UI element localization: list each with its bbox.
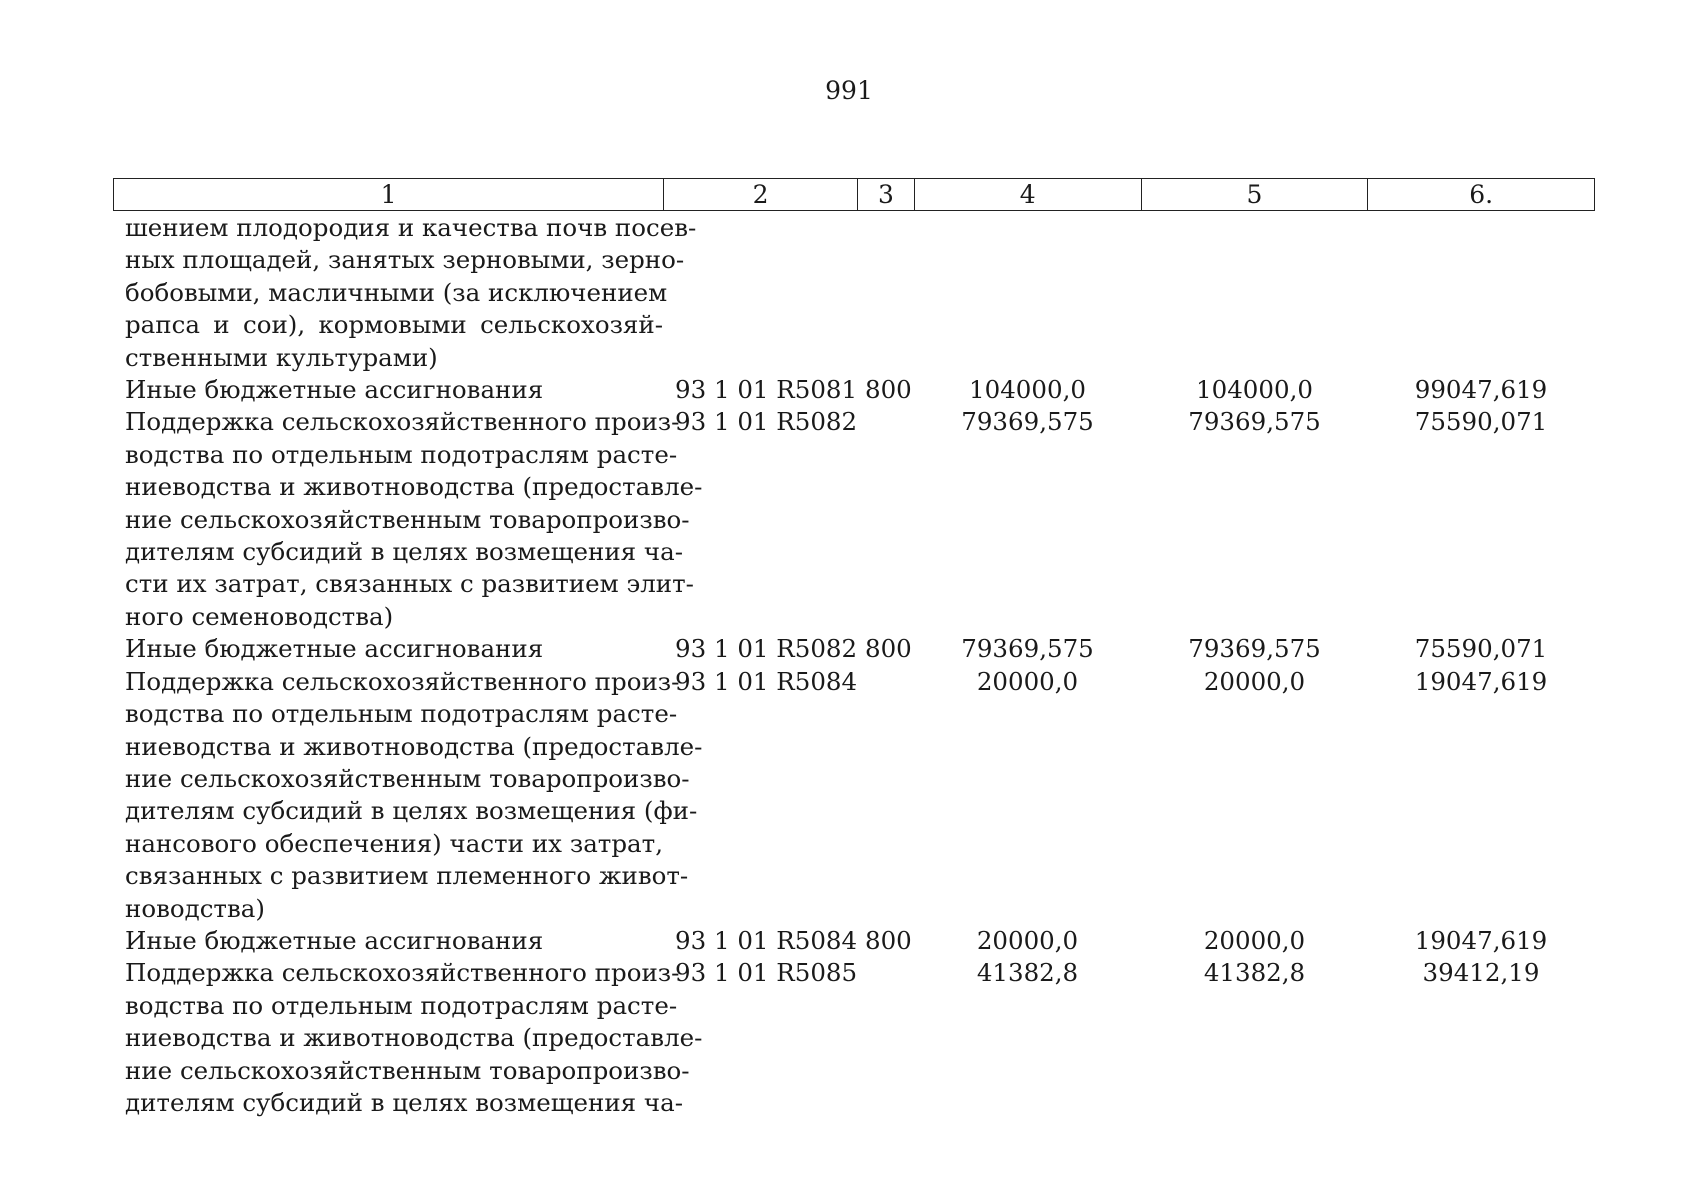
table-row <box>113 925 1595 957</box>
header-col-2: 2 <box>664 179 858 210</box>
table-row <box>113 212 1595 374</box>
row-name-line: ниеводства и животноводства (предоставле- <box>125 731 703 761</box>
page-number: 991 <box>825 76 873 105</box>
row-value-4: 41382,8 <box>976 958 1079 988</box>
row-value-4: 79369,575 <box>961 634 1094 664</box>
row-name-line: водства по отдельным подотраслям расте- <box>125 699 678 729</box>
row-value-4: 20000,0 <box>976 666 1079 696</box>
row-name <box>113 633 663 665</box>
row-name-line: дителям субсидий в целях возмещения ча- <box>125 537 683 567</box>
row-value-6: 39412,19 <box>1422 958 1540 988</box>
row-code <box>663 212 857 374</box>
row-name <box>113 925 663 957</box>
row-value-6: 75590,071 <box>1414 634 1548 664</box>
row-name-line: Поддержка сельскохозяйственного произ- <box>125 407 680 437</box>
row-name-line: сти их затрат, связанных с развитием элит- <box>125 569 694 599</box>
row-vr <box>857 957 914 1119</box>
row-value-6 <box>1368 212 1594 374</box>
row-value-5 <box>1141 212 1368 374</box>
row-value-6: 19047,619 <box>1414 925 1548 955</box>
row-name-line: Иные бюджетные ассигнования <box>125 634 544 664</box>
row-name-line: ние сельскохозяйственным товаропроизво- <box>125 763 690 793</box>
table-body <box>113 212 1595 1119</box>
table-row <box>113 957 1595 1119</box>
row-name-line: ного семеноводства) <box>125 601 394 631</box>
row-name-line: Поддержка сельскохозяйственного произ- <box>125 958 680 988</box>
row-name-line: новодства) <box>125 893 265 923</box>
row-name <box>113 406 703 633</box>
row-value-6: 19047,619 <box>1414 666 1548 696</box>
row-name-line: дителям субсидий в целях возмещения (фи- <box>125 796 698 826</box>
table-header <box>113 178 1595 211</box>
row-value-4 <box>914 212 1141 374</box>
row-value-5: 20000,0 <box>1203 666 1306 696</box>
row-vr <box>857 666 914 925</box>
row-value-5: 41382,8 <box>1203 958 1306 988</box>
row-value-5: 79369,575 <box>1188 407 1321 437</box>
row-value-4: 20000,0 <box>976 925 1079 955</box>
row-name-line: ние сельскохозяйственным товаропроизво- <box>125 1055 690 1085</box>
row-name-line: рапса и сои), кормовыми сельскохозяй- <box>125 310 663 340</box>
row-code: 93 1 01 R5082 <box>675 634 858 664</box>
row-code: 93 1 01 R5085 <box>675 958 858 988</box>
row-name-line: шением плодородия и качества почв посев- <box>125 213 697 242</box>
table-row <box>113 406 1595 633</box>
row-value-6: 75590,071 <box>1414 407 1548 437</box>
row-value-6: 99047,619 <box>1414 375 1548 405</box>
header-col-1: 1 <box>114 179 664 210</box>
row-name-line: Иные бюджетные ассигнования <box>125 375 544 405</box>
header-col-5: 5 <box>1142 179 1369 210</box>
table-row <box>113 633 1595 665</box>
row-vr <box>857 406 914 633</box>
row-name-line: ние сельскохозяйственным товаропроизво- <box>125 504 690 534</box>
row-value-5: 104000,0 <box>1196 375 1313 405</box>
row-value-4: 79369,575 <box>961 407 1094 437</box>
row-value-5: 20000,0 <box>1203 925 1306 955</box>
row-name <box>113 957 703 1119</box>
row-name-line: ных площадей, занятых зерновыми, зерно- <box>125 245 685 275</box>
row-vr: 800 <box>865 634 912 664</box>
row-code: 93 1 01 R5082 <box>675 407 858 437</box>
row-name <box>113 374 663 406</box>
row-vr: 800 <box>865 925 912 955</box>
header-col-3: 3 <box>858 179 915 210</box>
table-row <box>113 666 1595 925</box>
row-name-line: ственными культурами) <box>125 342 438 372</box>
row-name-line: нансового обеспечения) части их затрат, <box>125 828 663 858</box>
row-code: 93 1 01 R5084 <box>675 925 858 955</box>
row-code: 93 1 01 R5084 <box>675 666 858 696</box>
table-row <box>113 374 1595 406</box>
header-col-4: 4 <box>915 179 1142 210</box>
row-name-line: бобовыми, масличными (за исключением <box>125 277 668 307</box>
row-name-line: дителям субсидий в целях возмещения ча- <box>125 1087 683 1117</box>
row-value-5: 79369,575 <box>1188 634 1321 664</box>
row-code: 93 1 01 R5081 <box>675 375 858 405</box>
row-name <box>113 212 697 374</box>
row-name-line: водства по отдельным подотраслям расте- <box>125 439 678 469</box>
row-vr <box>857 212 914 374</box>
row-name-line: водства по отдельным подотраслям расте- <box>125 990 678 1020</box>
row-name-line: ниеводства и животноводства (предоставле- <box>125 472 703 502</box>
row-name-line: Иные бюджетные ассигнования <box>125 925 544 955</box>
row-value-4: 104000,0 <box>969 375 1086 405</box>
row-name-line: ниеводства и животноводства (предоставле- <box>125 1023 703 1053</box>
row-name-line: Поддержка сельскохозяйственного произ- <box>125 666 680 696</box>
row-name <box>113 666 703 925</box>
row-name-line: связанных с развитием племенного живот- <box>125 861 689 891</box>
row-vr: 800 <box>865 375 912 405</box>
header-col-6: 6. <box>1469 180 1494 209</box>
